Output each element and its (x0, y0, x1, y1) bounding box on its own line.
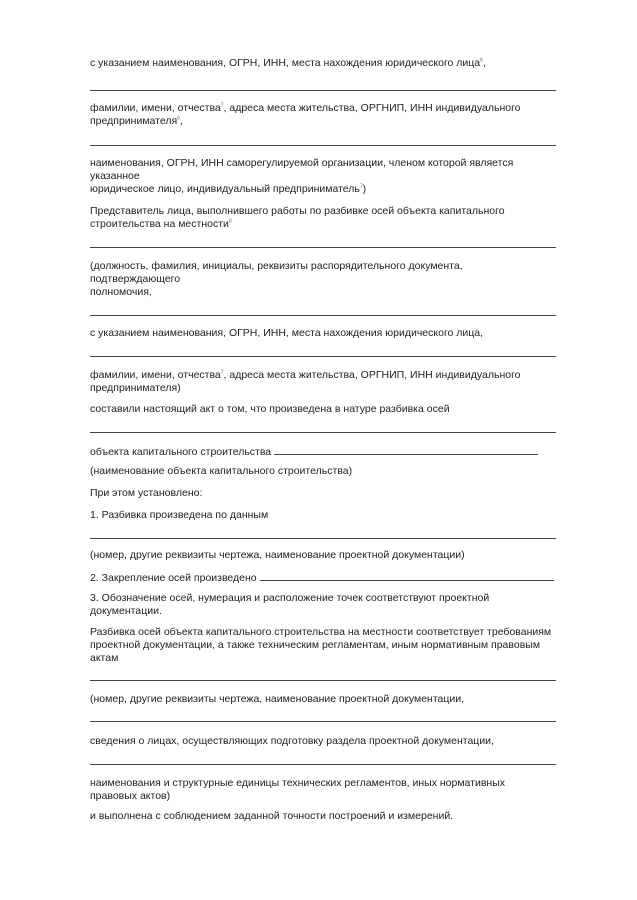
text-compliance-cont: проектной документации, а также техническим регламентам, иным нормативным правовым (90, 639, 541, 651)
text-compliance: Разбивка осей объекта капитального строительства на местности соответствует требованиям (90, 626, 552, 638)
text-item-3-cont: документации. (90, 605, 162, 617)
footnote-ref: 6 (480, 57, 483, 64)
text-representative-cont (90, 218, 560, 231)
footnote-ref: 7 (220, 102, 224, 109)
text-item-1: 1. Разбивка произведена по данным (90, 509, 269, 521)
blank-line[interactable] (90, 90, 556, 91)
text-compliance-end: актам (90, 652, 119, 664)
text-item-2 (90, 571, 560, 585)
fixing-blank[interactable] (260, 571, 554, 581)
blank-line[interactable] (90, 538, 556, 539)
blank-line[interactable] (90, 356, 556, 357)
text-org-details-body: с указанием наименования, ОГРН, ИНН, места нахождения юридического лица (90, 57, 481, 69)
text-object (90, 445, 560, 459)
text-established: При этом установлено: (90, 487, 203, 499)
blank-line[interactable] (90, 721, 556, 722)
text-paren: ) (362, 183, 367, 195)
blank-line[interactable] (90, 145, 556, 146)
text-object-caption: (наименование объекта капитального строительства) (90, 465, 353, 477)
footnote-ref: 7 (359, 183, 363, 190)
text-fio: фамилии, имени, отчества (90, 102, 221, 114)
text-person-details-2-cont: предпринимателя) (90, 382, 181, 394)
text-designers: сведения о лицах, осуществляющих подготовку раздела проектной документации, (90, 735, 494, 747)
text-person-details (90, 102, 560, 115)
text-person-details-2 (90, 369, 560, 382)
text-sro-details: наименования, ОГРН, ИНН саморегулируемой организации, членом которой является (90, 157, 514, 169)
text-fio: фамилии, имени, отчества (90, 369, 221, 381)
text-authority: полномочия, (90, 286, 152, 298)
footnote-ref: 7 (220, 369, 224, 376)
blank-line[interactable] (90, 315, 556, 316)
text-org-details: с указанием наименования, ОГРН, ИНН, места нахождения юридического лица$^6$, (90, 57, 486, 69)
text-person-details-cont (90, 115, 560, 128)
text-accuracy: и выполнена с соблюдением заданной точности построений и измерений. (90, 810, 454, 822)
blank-line[interactable] (90, 764, 556, 765)
text-regulations: наименования и структурные единицы технических регламентов, иных нормативных (90, 777, 506, 789)
text-position-details: (должность, фамилия, инициалы, реквизиты распорядительного документа, (90, 260, 463, 272)
blank-line[interactable] (90, 680, 556, 681)
text-address: , адреса места жительства, ОРГНИП, ИНН индивидуального (223, 369, 521, 381)
footnote-ref: 6 (177, 115, 180, 122)
text-position-details-cont: подтверждающего (90, 273, 181, 285)
text-address: , адреса места жительства, ОРГНИП, ИНН индивидуального (223, 102, 521, 114)
text-item-3: 3. Обозначение осей, нумерация и расположение точек соответствуют проектной (90, 592, 490, 604)
blank-line[interactable] (90, 247, 556, 248)
object-name-blank[interactable] (274, 445, 538, 455)
blank-line[interactable] (90, 432, 556, 433)
text-regulations-cont: правовых актов) (90, 790, 171, 802)
text-on-site: строительства на местности (90, 218, 229, 230)
text-item-2-label: 2. Закрепление осей произведено (90, 572, 257, 584)
text-drawing-caption-2: (номер, другие реквизиты чертежа, наименование проектной документации, (90, 693, 465, 705)
text-drawing-caption: (номер, другие реквизиты чертежа, наименование проектной документации) (90, 549, 465, 561)
text-sro-details-cont: указанное (90, 170, 140, 182)
text-org-details-2: с указанием наименования, ОГРН, ИНН, места нахождения юридического лица, (90, 327, 484, 339)
footnote-ref: 8 (228, 218, 232, 225)
text-sro-details-end (90, 183, 560, 196)
text-legal-entity: юридическое лицо, индивидуальный предприниматель (90, 183, 360, 195)
text-entrepreneur: предпринимателя (90, 115, 178, 127)
text-comma: , (179, 115, 183, 127)
text-representative: Представитель лица, выполнившего работы по разбивке осей объекта капитального (90, 205, 505, 217)
text-object-label: объекта капитального строительства (90, 446, 272, 458)
text-act-statement: составили настоящий акт о том, что произведена в натуре разбивка осей (90, 403, 450, 415)
